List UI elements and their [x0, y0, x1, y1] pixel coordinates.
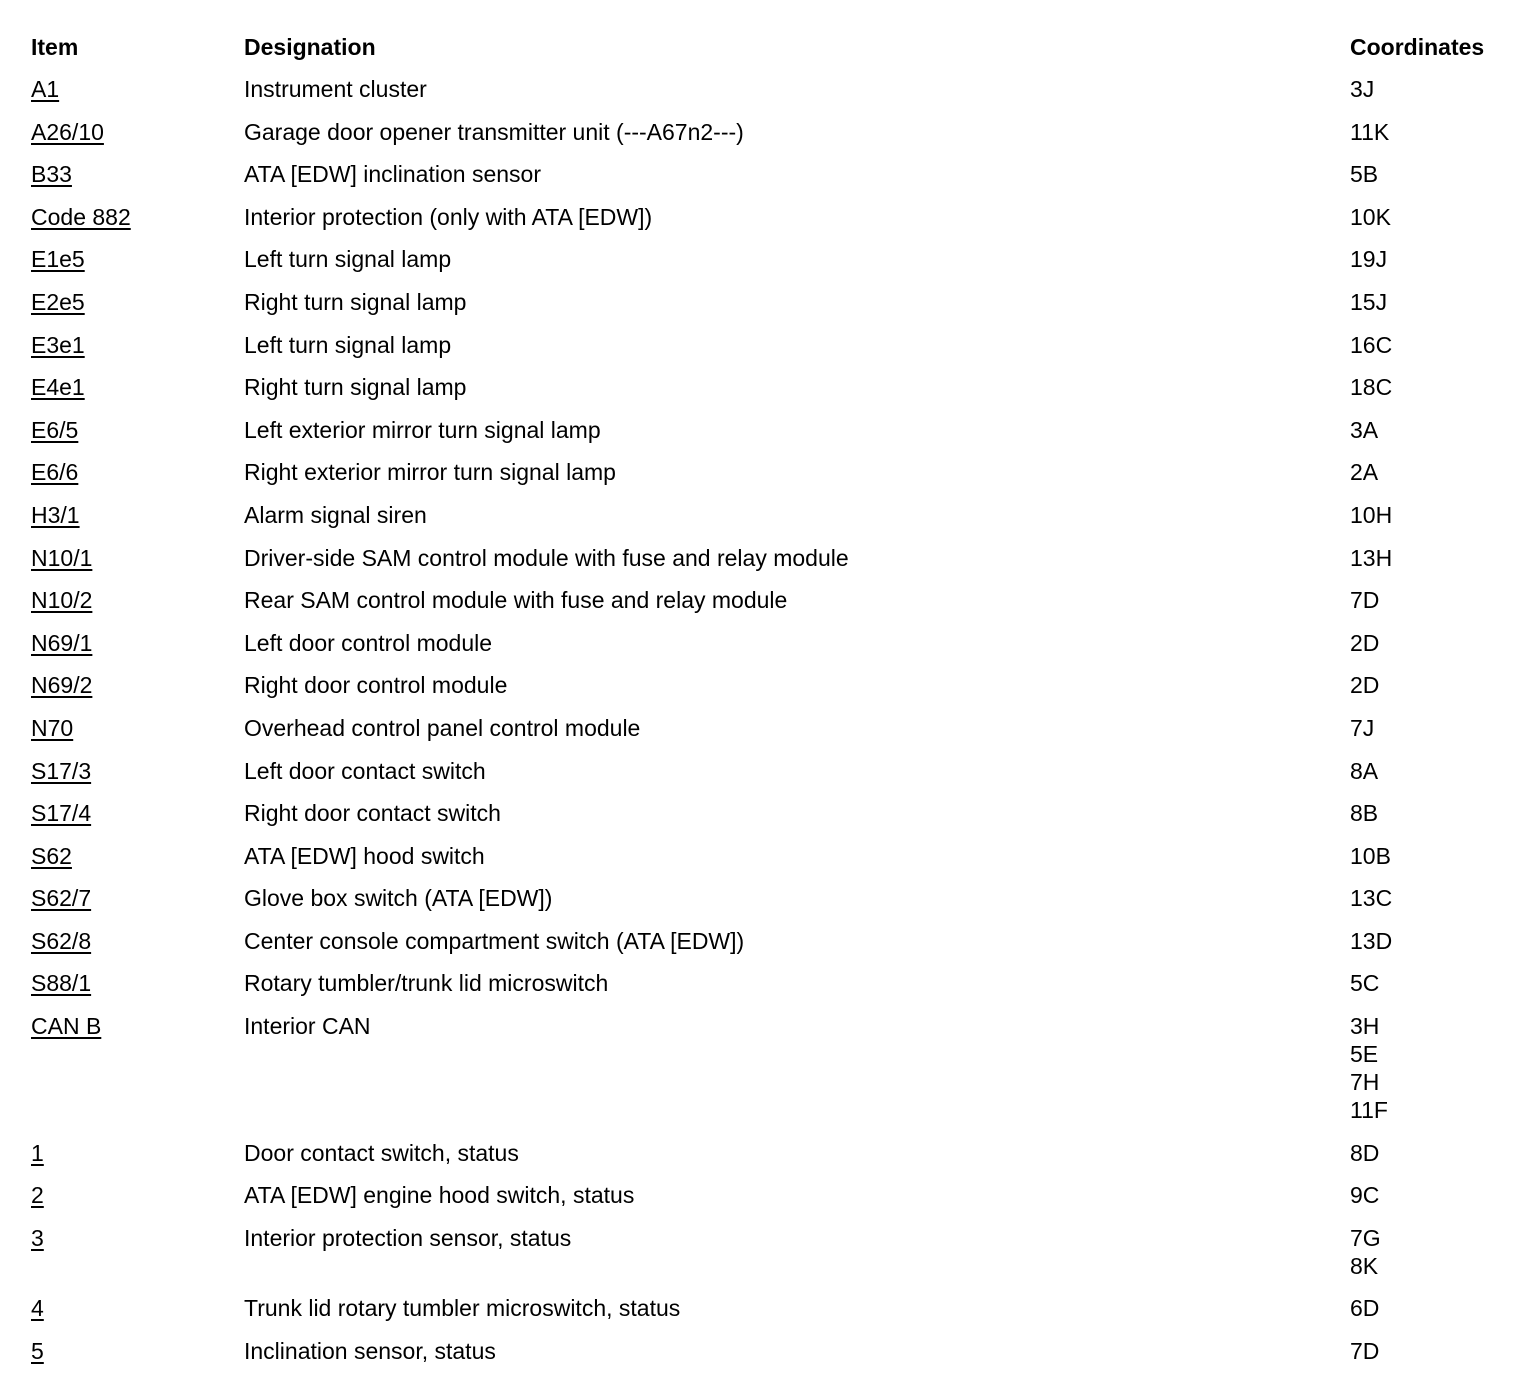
designation-cell: Overhead control panel control module — [244, 714, 641, 741]
item-link[interactable]: 1 — [31, 1139, 44, 1166]
item-cell — [0, 969, 244, 997]
item-link[interactable]: A26/10 — [31, 118, 104, 145]
coordinates-cell — [1350, 714, 1374, 742]
designation-cell: Left turn signal lamp — [244, 246, 452, 273]
coordinates-cell — [1350, 1181, 1379, 1209]
coordinate-value: 5E — [1350, 1041, 1379, 1068]
table-row — [0, 629, 1520, 657]
designation-cell: Left turn signal lamp — [244, 331, 452, 358]
item-link[interactable]: Code 882 — [31, 203, 131, 230]
item-link[interactable]: S62/8 — [31, 927, 92, 954]
coordinates-cell — [1350, 373, 1392, 401]
item-cell — [0, 714, 244, 742]
item-link[interactable]: S88/1 — [31, 970, 92, 997]
coordinate-value: 19J — [1350, 246, 1388, 273]
item-link[interactable]: S62/7 — [31, 885, 92, 912]
coordinate-value: 5C — [1350, 970, 1380, 997]
table-row — [0, 757, 1520, 785]
item-cell — [0, 416, 244, 444]
item-link[interactable]: S17/4 — [31, 800, 92, 827]
coordinates-cell — [1350, 1294, 1379, 1322]
item-cell — [0, 458, 244, 486]
coordinates-cell — [1350, 160, 1378, 188]
coordinates-cell — [1350, 629, 1379, 657]
coordinate-value: 2D — [1350, 672, 1380, 699]
item-cell — [0, 1012, 244, 1040]
table-row — [0, 75, 1520, 103]
coordinates-cell — [1350, 203, 1391, 231]
item-cell — [0, 757, 244, 785]
coordinate-value: 2A — [1350, 459, 1379, 486]
item-link[interactable]: E3e1 — [31, 331, 85, 358]
item-link[interactable]: CAN B — [31, 1013, 102, 1040]
item-link[interactable]: N70 — [31, 714, 74, 741]
table-row — [0, 245, 1520, 273]
item-cell — [0, 75, 244, 103]
table-row — [0, 1181, 1520, 1209]
table-row — [0, 373, 1520, 401]
designation-cell: Inclination sensor, status — [244, 1338, 496, 1365]
coordinate-value: 8A — [1350, 757, 1379, 784]
coordinates-cell — [1350, 416, 1378, 444]
designation-cell: Right turn signal lamp — [244, 288, 467, 315]
table-row — [0, 544, 1520, 572]
coordinates-cell — [1350, 501, 1392, 529]
coordinates-cell — [1350, 757, 1378, 785]
item-cell — [0, 799, 244, 827]
table-body — [0, 75, 1520, 1365]
coordinates-cell — [1350, 288, 1387, 316]
table-row — [0, 1224, 1520, 1280]
coordinates-cell — [1350, 1337, 1379, 1365]
table-row — [0, 586, 1520, 614]
coordinate-value: 7J — [1350, 714, 1375, 741]
coordinate-value: 2D — [1350, 629, 1380, 656]
table-row — [0, 671, 1520, 699]
designation-cell: Right exterior mirror turn signal lamp — [244, 459, 616, 486]
item-link[interactable]: 4 — [31, 1295, 44, 1322]
coordinate-value: 5B — [1350, 161, 1379, 188]
coordinates-cell — [1350, 671, 1379, 699]
table-header — [0, 0, 1520, 61]
item-link[interactable]: 2 — [31, 1182, 44, 1209]
coordinate-value: 13H — [1350, 544, 1393, 571]
header-designation: Designation — [244, 34, 376, 60]
item-cell — [0, 927, 244, 955]
item-link[interactable]: 5 — [31, 1338, 44, 1365]
table-row — [0, 714, 1520, 742]
table-row — [0, 1012, 1520, 1124]
coordinate-value: 11F — [1350, 1097, 1388, 1124]
coordinate-value: 13C — [1350, 885, 1393, 912]
item-link[interactable]: E4e1 — [31, 374, 85, 401]
table-row — [0, 160, 1520, 188]
designation-cell: Right turn signal lamp — [244, 374, 467, 401]
table-row — [0, 927, 1520, 955]
item-cell — [0, 203, 244, 231]
item-cell — [0, 671, 244, 699]
item-cell — [0, 118, 244, 146]
designation-cell: Glove box switch (ATA [EDW]) — [244, 885, 553, 912]
item-cell — [0, 1181, 244, 1209]
table-row — [0, 884, 1520, 912]
item-cell — [0, 373, 244, 401]
coordinates-cell — [1350, 1139, 1379, 1167]
item-cell — [0, 1294, 244, 1322]
designation-cell: Trunk lid rotary tumbler microswitch, status — [244, 1295, 681, 1322]
coordinates-cell — [1350, 586, 1379, 614]
item-link[interactable]: E2e5 — [31, 288, 85, 315]
designation-cell: Interior protection (only with ATA [EDW]) — [244, 203, 653, 230]
coordinate-value: 10H — [1350, 501, 1393, 528]
table-row — [0, 969, 1520, 997]
item-link[interactable]: N10/2 — [31, 587, 93, 614]
coordinate-value: 10K — [1350, 203, 1391, 230]
table-row — [0, 331, 1520, 359]
coordinate-value: 13D — [1350, 927, 1393, 954]
coordinates-cell — [1350, 458, 1378, 486]
item-cell — [0, 884, 244, 912]
coordinate-value: 10B — [1350, 842, 1391, 869]
designation-cell: Rear SAM control module with fuse and relay module — [244, 587, 788, 614]
header-item: Item — [31, 34, 79, 60]
designation-cell: Alarm signal siren — [244, 501, 427, 528]
coordinates-cell — [1350, 799, 1378, 827]
designation-cell: Left door control module — [244, 629, 493, 656]
coordinate-value: 3J — [1350, 76, 1375, 102]
item-link[interactable]: 3 — [31, 1224, 44, 1251]
designation-cell: Left exterior mirror turn signal lamp — [244, 416, 601, 443]
coordinates-cell — [1350, 245, 1387, 273]
item-link[interactable]: A1 — [31, 76, 60, 102]
item-cell — [0, 288, 244, 316]
item-cell — [0, 331, 244, 359]
item-link[interactable]: N69/1 — [31, 629, 93, 656]
coordinate-value: 11K — [1350, 118, 1390, 145]
item-cell — [0, 501, 244, 529]
designation-cell: Center console compartment switch (ATA [EDW]) — [244, 927, 745, 954]
coordinate-value: 3A — [1350, 416, 1379, 443]
designation-cell: Driver-side SAM control module with fuse and relay module — [244, 544, 849, 571]
coordinates-cell — [1350, 1012, 1388, 1124]
table-row — [0, 458, 1520, 486]
item-link[interactable]: S62 — [31, 842, 72, 869]
item-cell — [0, 586, 244, 614]
designation-cell: Interior protection sensor, status — [244, 1224, 572, 1251]
coordinate-value: 15J — [1350, 288, 1388, 315]
coordinates-cell — [1350, 75, 1374, 103]
header-coordinates: Coordinates — [1350, 34, 1485, 60]
item-cell — [0, 245, 244, 273]
coordinates-cell — [1350, 331, 1392, 359]
item-cell — [0, 842, 244, 870]
table-row — [0, 118, 1520, 146]
coordinates-cell — [1350, 118, 1389, 146]
item-link[interactable]: H3/1 — [31, 501, 80, 528]
coordinates-cell — [1350, 544, 1392, 572]
item-cell — [0, 544, 244, 572]
coordinates-cell — [1350, 884, 1392, 912]
item-link[interactable]: E1e5 — [31, 246, 85, 273]
item-link[interactable]: E6/5 — [31, 416, 79, 443]
coordinate-value: 8D — [1350, 1139, 1380, 1166]
item-link[interactable]: E6/6 — [31, 459, 79, 486]
table-row — [0, 1294, 1520, 1322]
table-row — [0, 799, 1520, 827]
coordinates-cell — [1350, 842, 1391, 870]
table-row — [0, 1337, 1520, 1365]
coordinate-value: 7H — [1350, 1069, 1380, 1096]
table-row — [0, 203, 1520, 231]
designation-cell: Right door control module — [244, 672, 508, 699]
item-cell — [0, 629, 244, 657]
table-row — [0, 288, 1520, 316]
designation-cell: ATA [EDW] inclination sensor — [244, 161, 541, 188]
item-link[interactable]: N69/2 — [31, 672, 93, 699]
coordinate-value: 18C — [1350, 374, 1393, 401]
designation-cell: Rotary tumbler/trunk lid microswitch — [244, 970, 609, 997]
coordinate-value: 6D — [1350, 1295, 1380, 1322]
designation-cell: ATA [EDW] hood switch — [244, 842, 485, 869]
designation-cell: ATA [EDW] engine hood switch, status — [244, 1182, 635, 1209]
coordinate-value: 16C — [1350, 331, 1393, 358]
coordinate-value: 9C — [1350, 1182, 1380, 1209]
table-row — [0, 1139, 1520, 1167]
designation-cell: Door contact switch, status — [244, 1139, 519, 1166]
coordinates-cell — [1350, 927, 1392, 955]
table-row — [0, 416, 1520, 444]
coordinate-value: 3H — [1350, 1013, 1380, 1040]
coordinates-cell — [1350, 969, 1379, 997]
coordinates-cell — [1350, 1224, 1381, 1280]
item-cell — [0, 1337, 244, 1365]
item-cell — [0, 1224, 244, 1252]
coordinate-value: 7D — [1350, 1338, 1380, 1365]
coordinate-value: 7G — [1350, 1224, 1381, 1251]
item-link[interactable]: S17/3 — [31, 757, 92, 784]
coordinate-value: 8K — [1350, 1252, 1379, 1279]
item-cell — [0, 1139, 244, 1167]
table-row — [0, 501, 1520, 529]
coordinate-value: 7D — [1350, 587, 1380, 614]
item-link[interactable]: N10/1 — [31, 544, 93, 571]
coordinate-value: 8B — [1350, 800, 1379, 827]
designation-cell: Right door contact switch — [244, 800, 501, 827]
item-link[interactable]: B33 — [31, 161, 72, 188]
item-cell — [0, 160, 244, 188]
designation-cell: Interior CAN — [244, 1013, 371, 1040]
table-row — [0, 842, 1520, 870]
designation-cell: Garage door opener transmitter unit (---A67n2---) — [244, 118, 744, 145]
designation-cell: Instrument cluster — [244, 76, 427, 102]
designation-cell: Left door contact switch — [244, 757, 486, 784]
